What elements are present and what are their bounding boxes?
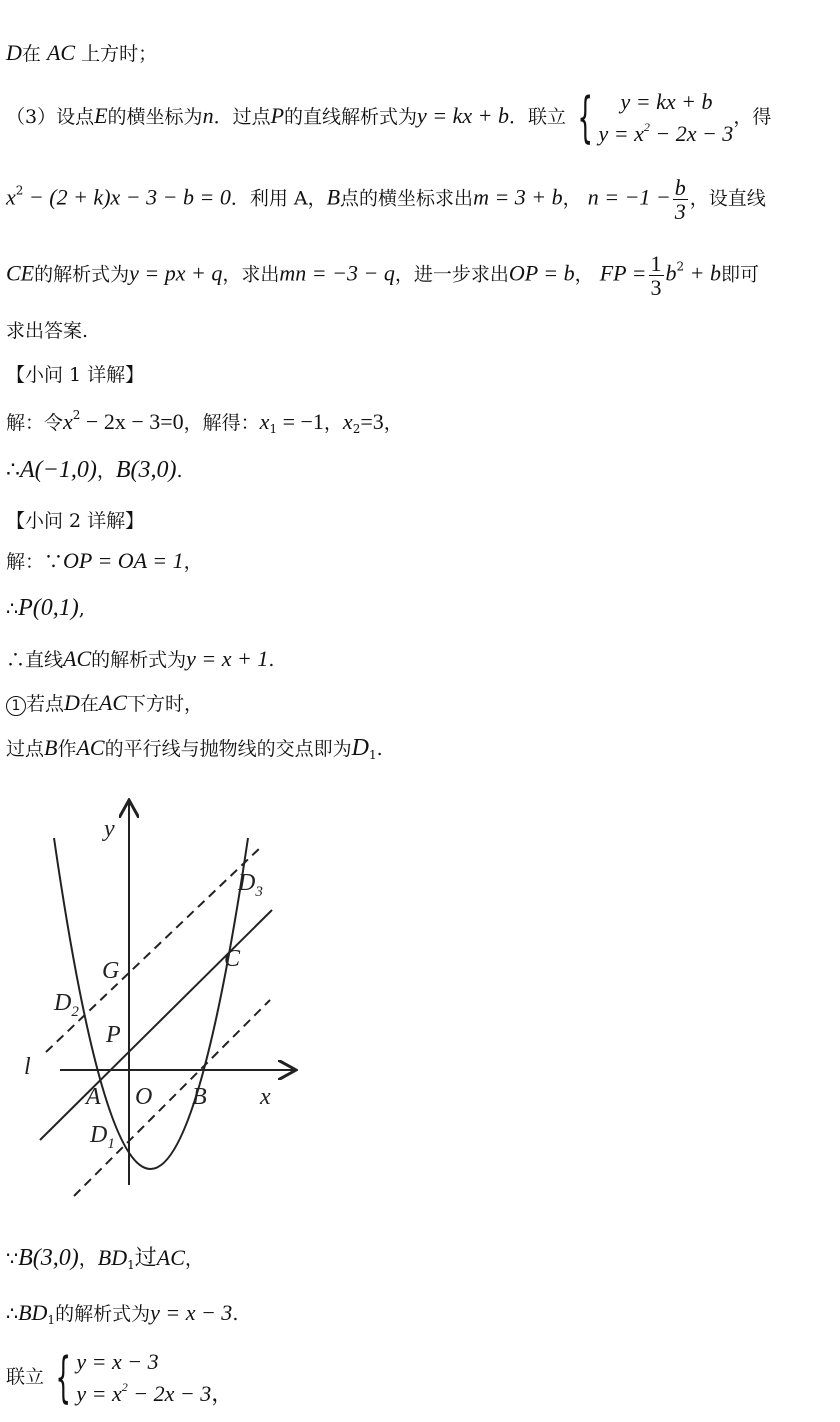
label-a: A (86, 1084, 101, 1110)
text-line-7: ∴A(−1,0)，B(3,0). (6, 457, 183, 483)
equation-system: { y = kx + b $y = x^2 - 2x - 3$ (577, 85, 734, 149)
text-line-6: 解：令$x^2 - 2x - 3=0$，解得：$x_1 = -1$，$x_2=3$， (6, 408, 403, 436)
label-d3: $D_3$ (238, 870, 263, 900)
text-line-12: 过点B作AC的平行线与抛物线的交点即为$D_1$. (6, 735, 383, 762)
fraction: $\frac{1}{3}$ (650, 251, 662, 301)
label-d2: $D_2$ (54, 990, 79, 1020)
text-line-3: $x^2 - (2 + k)x - 3 - b = 0$．利用 A，B点的横坐标求出m = 3 + b， n = −1 − $\frac{b}{3}$ ，设直线 (6, 175, 766, 225)
label-p: P (106, 1022, 121, 1048)
label-c: C (224, 946, 241, 972)
text-line-4: CE的解析式为y = px + q，求出mn = −3 − q，进一步求出OP = b， FP = $\frac{1}{3}$ $b^2 + b$即可 (6, 251, 760, 301)
text-line-14: $\therefore BD_1$的解析式为y = x − 3. (6, 1300, 239, 1327)
text-line-9: ∴P(0,1), (6, 595, 85, 621)
text-line-5: 求出答案. (6, 320, 89, 342)
label-g: G (102, 958, 120, 984)
text-line-1: D在 AC 上方时； (6, 40, 158, 65)
section-heading-2: 【小问 2 详解】 (6, 510, 145, 532)
equation-system: { y = x − 3 $y = x^2 - 2x - 3$， (55, 1345, 234, 1409)
label-y: y (104, 816, 115, 842)
label-x: x (260, 1084, 271, 1110)
text-line-11: 1 若点D在AC下方时， (6, 690, 203, 716)
line-ac (40, 910, 272, 1140)
fraction: $\frac{b}{3}$ (674, 175, 686, 225)
label-d1: $D_1$ (90, 1122, 115, 1152)
text-line-2: （3）设点E的横坐标为n．过点P的直线解析式为y = kx + b．联立 { y = kx + b $y = x^2 - 2x - 3$ ，得 (6, 85, 772, 149)
circled-number: 1 (6, 696, 26, 716)
parabola-figure (10, 790, 310, 1210)
section-heading-1: 【小问 1 详解】 (6, 364, 145, 386)
text-line-13: ∵B(3,0)，$BD_1$过AC， (6, 1245, 204, 1272)
text-line-10: ∴直线AC的解析式为y = x + 1. (6, 646, 275, 671)
label-b: B (192, 1084, 207, 1110)
text-line-15: 联立 { y = x − 3 $y = x^2 - 2x - 3$， (6, 1345, 234, 1409)
dashed-line-bd1 (74, 1000, 270, 1196)
label-l: l (24, 1054, 31, 1080)
text-line-8: 解：∵OP = OA = 1， (6, 548, 203, 573)
label-o: O (135, 1084, 153, 1110)
